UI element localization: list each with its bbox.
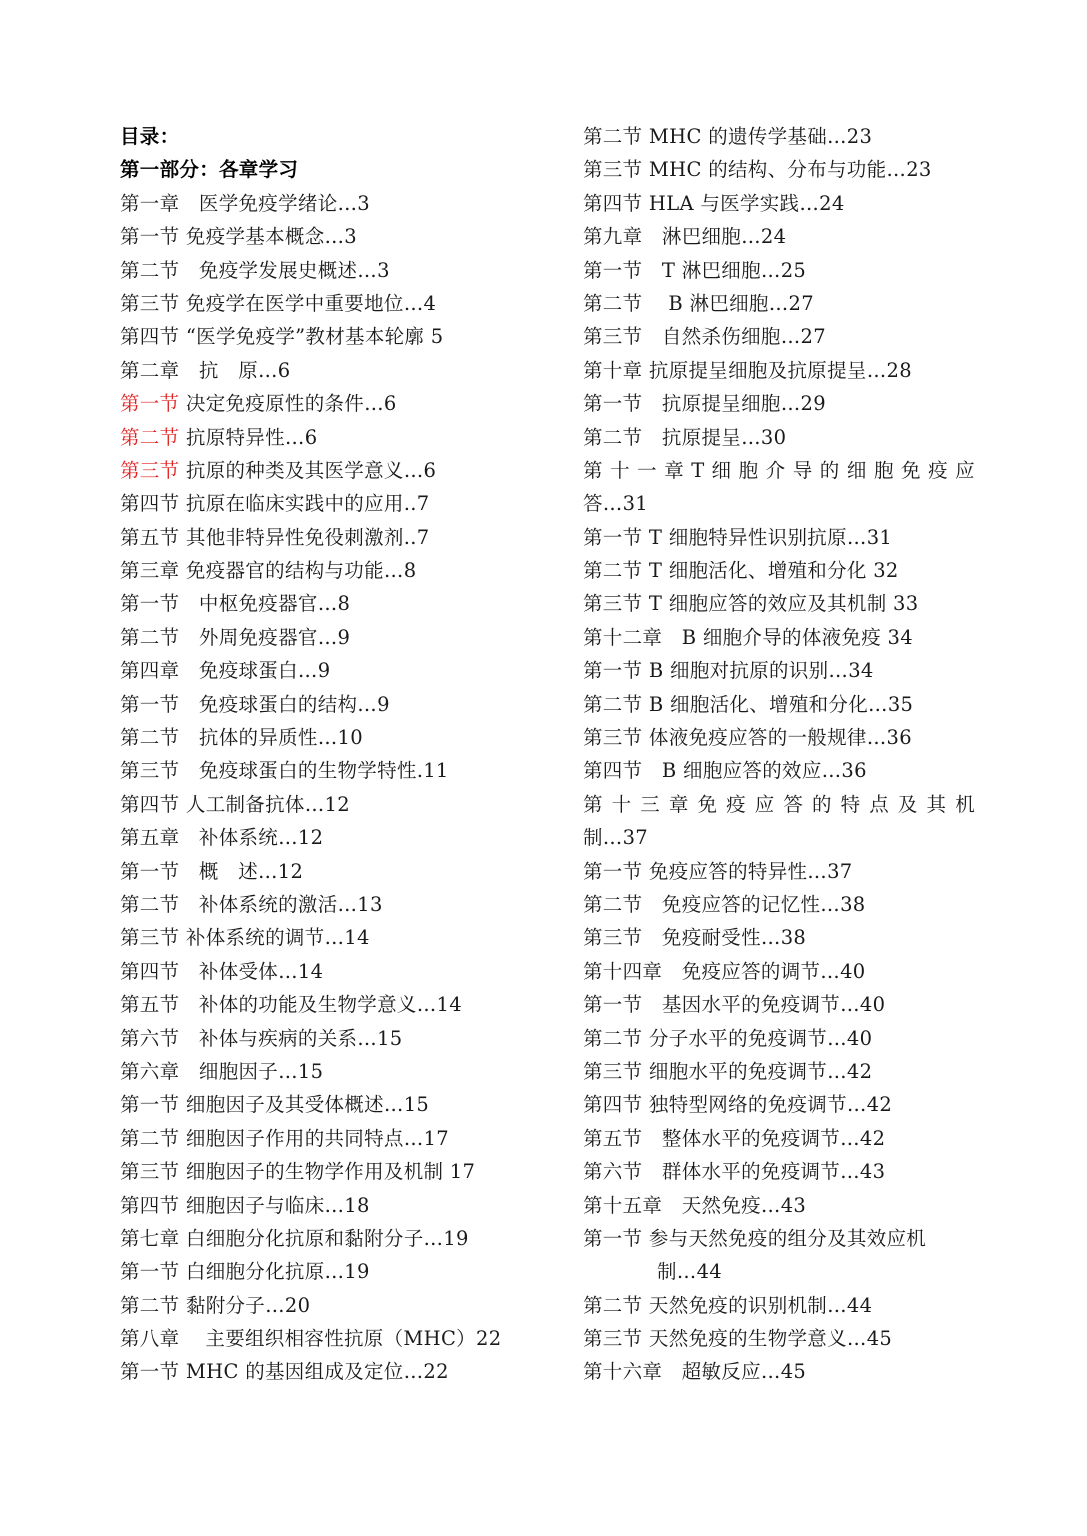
toc-entry: 第六节 群体水平的免疫调节…43 xyxy=(583,1160,886,1184)
toc-entry: 第六章 细胞因子…15 xyxy=(120,1059,324,1083)
section-number-highlighted: 第一节 xyxy=(120,392,180,416)
part-title: 第一部分：各章学习 xyxy=(120,158,299,182)
toc-entry: 第二章 抗 原…6 xyxy=(120,358,291,382)
toc-entry: 第二节 抗体的异质性…10 xyxy=(120,726,363,750)
toc-entry: 第十六章 超敏反应…45 xyxy=(583,1360,807,1384)
toc-entry: 第十二章 B 细胞介导的体液免疫 34 xyxy=(583,625,913,649)
toc-entry: 第二节 免疫应答的记忆性…38 xyxy=(583,892,866,916)
toc-entry: 第三节 天然免疫的生物学意义…45 xyxy=(583,1327,893,1351)
section-title: 抗原特异性…6 xyxy=(179,425,318,449)
toc-entry: 第十章 抗原提呈细胞及抗原提呈…28 xyxy=(583,358,912,382)
toc-entry: 第二节 B 细胞活化、增殖和分化…35 xyxy=(583,692,914,716)
toc-entry: 第十五章 天然免疫…43 xyxy=(583,1193,807,1217)
toc-entry: 第一节 免疫球蛋白的结构…9 xyxy=(120,692,390,716)
toc-entry: 答…31 xyxy=(583,492,649,516)
toc-entry: 第五章 补体系统…12 xyxy=(120,826,324,850)
toc-entry: 第一节 B 细胞对抗原的识别…34 xyxy=(583,659,874,683)
toc-entry: 第三节 MHC 的结构、分布与功能…23 xyxy=(583,158,932,182)
toc-entry: 第一章 医学免疫学绪论…3 xyxy=(120,191,371,215)
toc-entry: 第四节 独特型网络的免疫调节…42 xyxy=(583,1093,893,1117)
toc-right-entries xyxy=(583,120,975,1389)
toc-title: 目录： xyxy=(120,125,180,148)
toc-entry: 制…37 xyxy=(583,826,649,850)
toc-entry: 第二节 天然免疫的识别机制…44 xyxy=(583,1293,873,1317)
toc-entry: 第三节 自然杀伤细胞…27 xyxy=(583,325,826,349)
section-number-highlighted: 第二节 xyxy=(120,425,180,449)
toc-entry: 第一节 抗原提呈细胞…29 xyxy=(583,392,826,416)
toc-entry: 第三节 免疫球蛋白的生物学特性.11 xyxy=(120,759,449,783)
toc-entry: 第四节 HLA 与医学实践…24 xyxy=(583,191,845,215)
toc-entry: 第一节 MHC 的基因组成及定位…22 xyxy=(120,1360,449,1384)
toc-entry: 第一节 概 述…12 xyxy=(120,859,304,883)
toc-entry: 第四节 B 细胞应答的效应…36 xyxy=(583,759,867,783)
toc-entry: 第四节 “医学免疫学”教材基本轮廓 5 xyxy=(120,325,444,349)
toc-entry: 第一节 T 淋巴细胞…25 xyxy=(583,258,807,282)
toc-entry: 第二节 免疫学发展史概述…3 xyxy=(120,258,390,282)
toc-entry: 第三节 免疫耐受性…38 xyxy=(583,926,807,950)
toc-entry: 第六节 补体与疾病的关系…15 xyxy=(120,1026,403,1050)
section-title: 抗原的种类及其医学意义…6 xyxy=(179,458,437,482)
toc-entry: 第三节 细胞因子的生物学作用及机制 17 xyxy=(120,1160,476,1184)
toc-entry: 第三节 细胞水平的免疫调节…42 xyxy=(583,1059,873,1083)
toc-entry: 第二节 T 细胞活化、增殖和分化 32 xyxy=(583,559,899,583)
section-number-highlighted: 第三节 xyxy=(120,458,180,482)
toc-entry: 第一节 T 细胞特异性识别抗原…31 xyxy=(583,525,893,549)
toc-entry: 第四节 抗原在临床实践中的应用..7 xyxy=(120,492,430,516)
toc-entry: 第七章 白细胞分化抗原和黏附分子…19 xyxy=(120,1226,469,1250)
toc-entry: 第四节 人工制备抗体…12 xyxy=(120,792,350,816)
toc-entry xyxy=(120,421,560,454)
toc-entry: 第三节 补体系统的调节…14 xyxy=(120,926,370,950)
toc-entry: 第五节 整体水平的免疫调节…42 xyxy=(583,1126,886,1150)
toc-entry: 第一节 白细胞分化抗原…19 xyxy=(120,1260,370,1284)
toc-entry: 第九章 淋巴细胞…24 xyxy=(583,225,787,249)
toc-entry: 第二节 黏附分子…20 xyxy=(120,1293,311,1317)
toc-entry: 第四节 补体受体…14 xyxy=(120,959,324,983)
toc-entry: 第三章 免疫器官的结构与功能…8 xyxy=(120,559,417,583)
toc-entry: 第五节 补体的功能及生物学意义…14 xyxy=(120,993,462,1017)
toc-entry: 第二节 细胞因子作用的共同特点…17 xyxy=(120,1126,449,1150)
section-title: 决定免疫原性的条件…6 xyxy=(179,392,397,416)
toc-entry: 第 十 三 章 免 疫 应 答 的 特 点 及 其 机 xyxy=(583,792,975,816)
toc-entry: 第八章 主要组织相容性抗原（MHC）22 xyxy=(120,1327,502,1351)
toc-entry: 第二节 B 淋巴细胞…27 xyxy=(583,291,814,315)
toc-entry: 第一节 细胞因子及其受体概述…15 xyxy=(120,1093,430,1117)
toc-entry: 第五节 其他非特异性免役刺激剂..7 xyxy=(120,525,430,549)
toc-entry: 第一节 参与天然免疫的组分及其效应机 xyxy=(583,1226,927,1250)
toc-left-column xyxy=(120,120,560,1389)
toc-entry: 第二节 抗原提呈…30 xyxy=(583,425,787,449)
toc-entry: 制…44 xyxy=(657,1260,723,1284)
toc-entry: 第一节 中枢免疫器官…8 xyxy=(120,592,351,616)
toc-entry: 第十四章 免疫应答的调节…40 xyxy=(583,959,866,983)
toc-entry: 第一节 基因水平的免疫调节…40 xyxy=(583,993,886,1017)
toc-entry: 第三节 体液免疫应答的一般规律…36 xyxy=(583,726,912,750)
toc-entry: 第一节 免疫应答的特异性…37 xyxy=(583,859,853,883)
toc-entry xyxy=(120,454,560,487)
toc-entry xyxy=(120,387,560,420)
toc-entry: 第三节 免疫学在医学中重要地位…4 xyxy=(120,291,437,315)
toc-left-entries xyxy=(120,187,560,1389)
toc-entry: 第四章 免疫球蛋白…9 xyxy=(120,659,331,683)
toc-entry: 第一节 免疫学基本概念…3 xyxy=(120,225,358,249)
toc-entry: 第二节 MHC 的遗传学基础…23 xyxy=(583,125,873,148)
toc-entry: 第二节 分子水平的免疫调节…40 xyxy=(583,1026,873,1050)
toc-right-column xyxy=(583,120,975,1389)
toc-entry: 第二节 补体系统的激活…13 xyxy=(120,892,383,916)
toc-entry: 第三节 T 细胞应答的效应及其机制 33 xyxy=(583,592,919,616)
toc-entry: 第二节 外周免疫器官…9 xyxy=(120,625,351,649)
toc-entry: 第 十 一 章 T 细 胞 介 导 的 细 胞 免 疫 应 xyxy=(583,458,975,482)
toc-entry: 第四节 细胞因子与临床…18 xyxy=(120,1193,370,1217)
